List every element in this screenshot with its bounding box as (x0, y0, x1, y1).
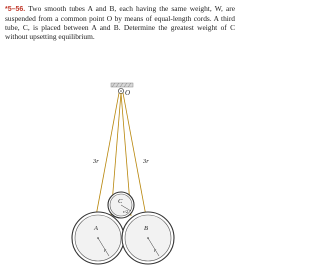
tube-c-label: C (118, 198, 123, 205)
tube-b (122, 212, 174, 264)
radius-a-label: r (104, 248, 107, 254)
tube-a (72, 212, 124, 264)
cord-left-label: 3r (93, 158, 99, 165)
radius-b-label: r (154, 248, 157, 254)
problem-number: *5–56. (5, 6, 26, 13)
tube-b-label: B (144, 225, 148, 232)
tube-c (108, 192, 134, 218)
problem-text: Two smooth tubes A and B, each having the same weight, W, are suspended from a common point O by means of equal-length cords. A third tube, C, is placed between A and B. Determine the greatest weight of C without upsetting equilibrium. (5, 4, 235, 42)
cord-right-label: 3r (143, 158, 149, 165)
radius-c-label: r/2 (123, 209, 129, 214)
pin-o (118, 88, 123, 93)
point-label-o: O (125, 89, 131, 97)
tube-a-label: A (94, 225, 98, 232)
ceiling-support (111, 83, 133, 87)
